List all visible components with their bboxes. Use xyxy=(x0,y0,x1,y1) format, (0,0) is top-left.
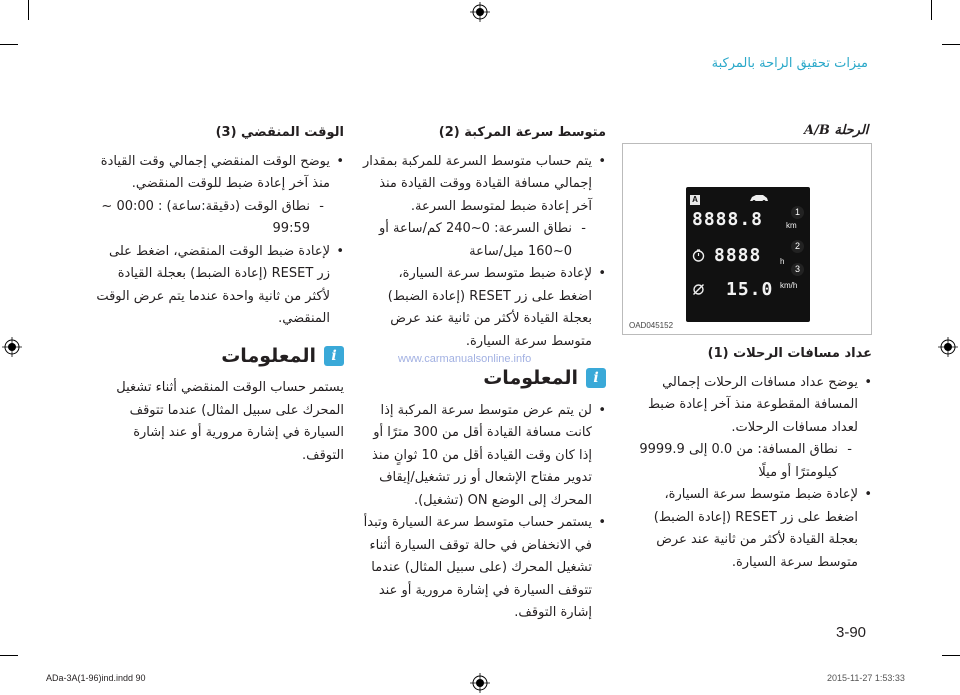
footer-date: 2015-11-27 1:53:33 xyxy=(827,673,905,683)
stopwatch-icon xyxy=(692,249,705,262)
section-heading-trip-ab: A/B الرحلة xyxy=(804,123,869,138)
list-item: • لن يتم عرض متوسط سرعة المركبة إذا كانت مسافة القيادة أقل من 300 مترًا أو إذا كان وقت القيادة أقل من 10 ثوانٍ منذ تدوير مفتاح الإشعال أو زر تشغيل/إيقاف المحرك إلى الوضع ON (تشغيل). xyxy=(362,400,606,513)
right-column-text xyxy=(628,343,872,574)
callout-2: 2 xyxy=(791,240,804,253)
chapter-header: ميزات تحقيق الراحة بالمركبة xyxy=(711,56,868,71)
list-item: • يوضح عداد مسافات الرحلات إجمالي المسافة المقطوعة منذ آخر إعادة ضبط لعداد مسافات الرحلات. xyxy=(628,372,872,440)
range-item: - نطاق السرعة: 0~240 كم/ساعة أو xyxy=(362,218,606,241)
range-item: - نطاق المسافة: من 0.0 إلى 9999.9 كيلومترًا أو ميلًا xyxy=(628,439,872,484)
info-icon: i xyxy=(324,346,344,366)
section-heading-average-speed: متوسط سرعة المركبة (2) xyxy=(438,125,606,140)
footer-file-name: ADa-3A(1-96)ind.indd 90 xyxy=(46,673,146,683)
registration-mark-icon xyxy=(470,2,490,22)
list-item: • يوضح الوقت المنقضي إجمالي وقت القيادة منذ آخر إعادة ضبط للوقت المنقضي. xyxy=(96,151,344,196)
information-heading xyxy=(362,367,606,390)
list-item: • لإعادة ضبط متوسط سرعة السيارة، اضغط على زر RESET (إعادة الضبط) بعجلة القيادة لأكثر من ثانية عند عرض متوسط سرعة السيارة. xyxy=(628,484,872,574)
registration-mark-icon xyxy=(470,673,490,693)
information-title: المعلومات xyxy=(483,367,578,389)
figure-code: OAD045152 xyxy=(629,321,674,330)
list-item: • لإعادة ضبط متوسط سرعة السيارة، اضغط على زر RESET (إعادة الضبط) بعجلة القيادة لأكثر من ثانية عند عرض متوسط سرعة السيارة. xyxy=(362,263,606,353)
crop-mark xyxy=(0,44,18,45)
information-heading xyxy=(96,345,344,368)
page-number: 3-90 xyxy=(836,624,867,641)
registration-mark-icon xyxy=(938,337,958,357)
range-item: - نطاق الوقت (دقيقة:ساعة) : 00:00 ~ 99:59 xyxy=(96,196,344,241)
list-item: • يستمر حساب متوسط سرعة السيارة وتبدأ في الانخفاض في حالة توقف السيارة أثناء تشغيل المحرك (على سبيل المثال) عندما تتوقف السيارة في إشارة مرورية أو عند إشارة التوقف. xyxy=(362,512,606,625)
callout-1: 1 xyxy=(791,206,804,219)
cluster-figure xyxy=(622,143,872,335)
distance-unit: km xyxy=(786,221,797,230)
info-paragraph: يستمر حساب الوقت المنقضي أثناء تشغيل المحرك على سبيل المثال) عندما تتوقف السيارة في إشارة مرورية أو عند إشارة التوقف. xyxy=(116,380,344,463)
middle-column-text xyxy=(362,122,606,625)
section-heading-trip-odometer: عداد مسافات الرحلات (1) xyxy=(707,346,872,361)
watermark: www.carmanualsonline.info xyxy=(398,353,532,365)
left-column-text xyxy=(96,122,344,467)
average-icon xyxy=(692,283,705,296)
elapsed-time-readout: 8888 xyxy=(714,245,762,266)
average-speed-readout: 15.0 xyxy=(726,279,774,300)
trip-distance-readout: 8888.8 xyxy=(692,209,764,230)
info-icon: i xyxy=(586,368,606,388)
crop-mark xyxy=(942,44,960,45)
information-title: المعلومات xyxy=(221,344,316,367)
speed-unit: km/h xyxy=(780,281,798,290)
callout-3: 3 xyxy=(791,263,804,276)
crop-mark xyxy=(0,655,18,656)
crop-mark xyxy=(28,0,29,20)
crop-mark xyxy=(942,655,960,656)
list-item: • يتم حساب متوسط السرعة للمركبة بمقدار إجمالي مسافة القيادة ووقت القيادة منذ آخر إعادة ضبط لمتوسط السرعة. xyxy=(362,151,606,219)
car-icon xyxy=(748,193,770,203)
registration-mark-icon xyxy=(2,337,22,357)
section-heading-elapsed-time: الوقت المنقضي (3) xyxy=(215,125,344,140)
trip-a-badge: A xyxy=(690,195,700,205)
instrument-cluster-display xyxy=(686,187,810,322)
list-item: • لإعادة ضبط الوقت المنقضي، اضغط على زر RESET (إعادة الضبط) بعجلة القيادة لأكثر من ثانية واحدة عندما يتم عرض الوقت المنقضي. xyxy=(96,241,344,331)
range-continued: 0~160 ميل/ساعة xyxy=(469,243,572,259)
time-unit: h xyxy=(780,257,785,266)
crop-mark xyxy=(931,0,932,20)
